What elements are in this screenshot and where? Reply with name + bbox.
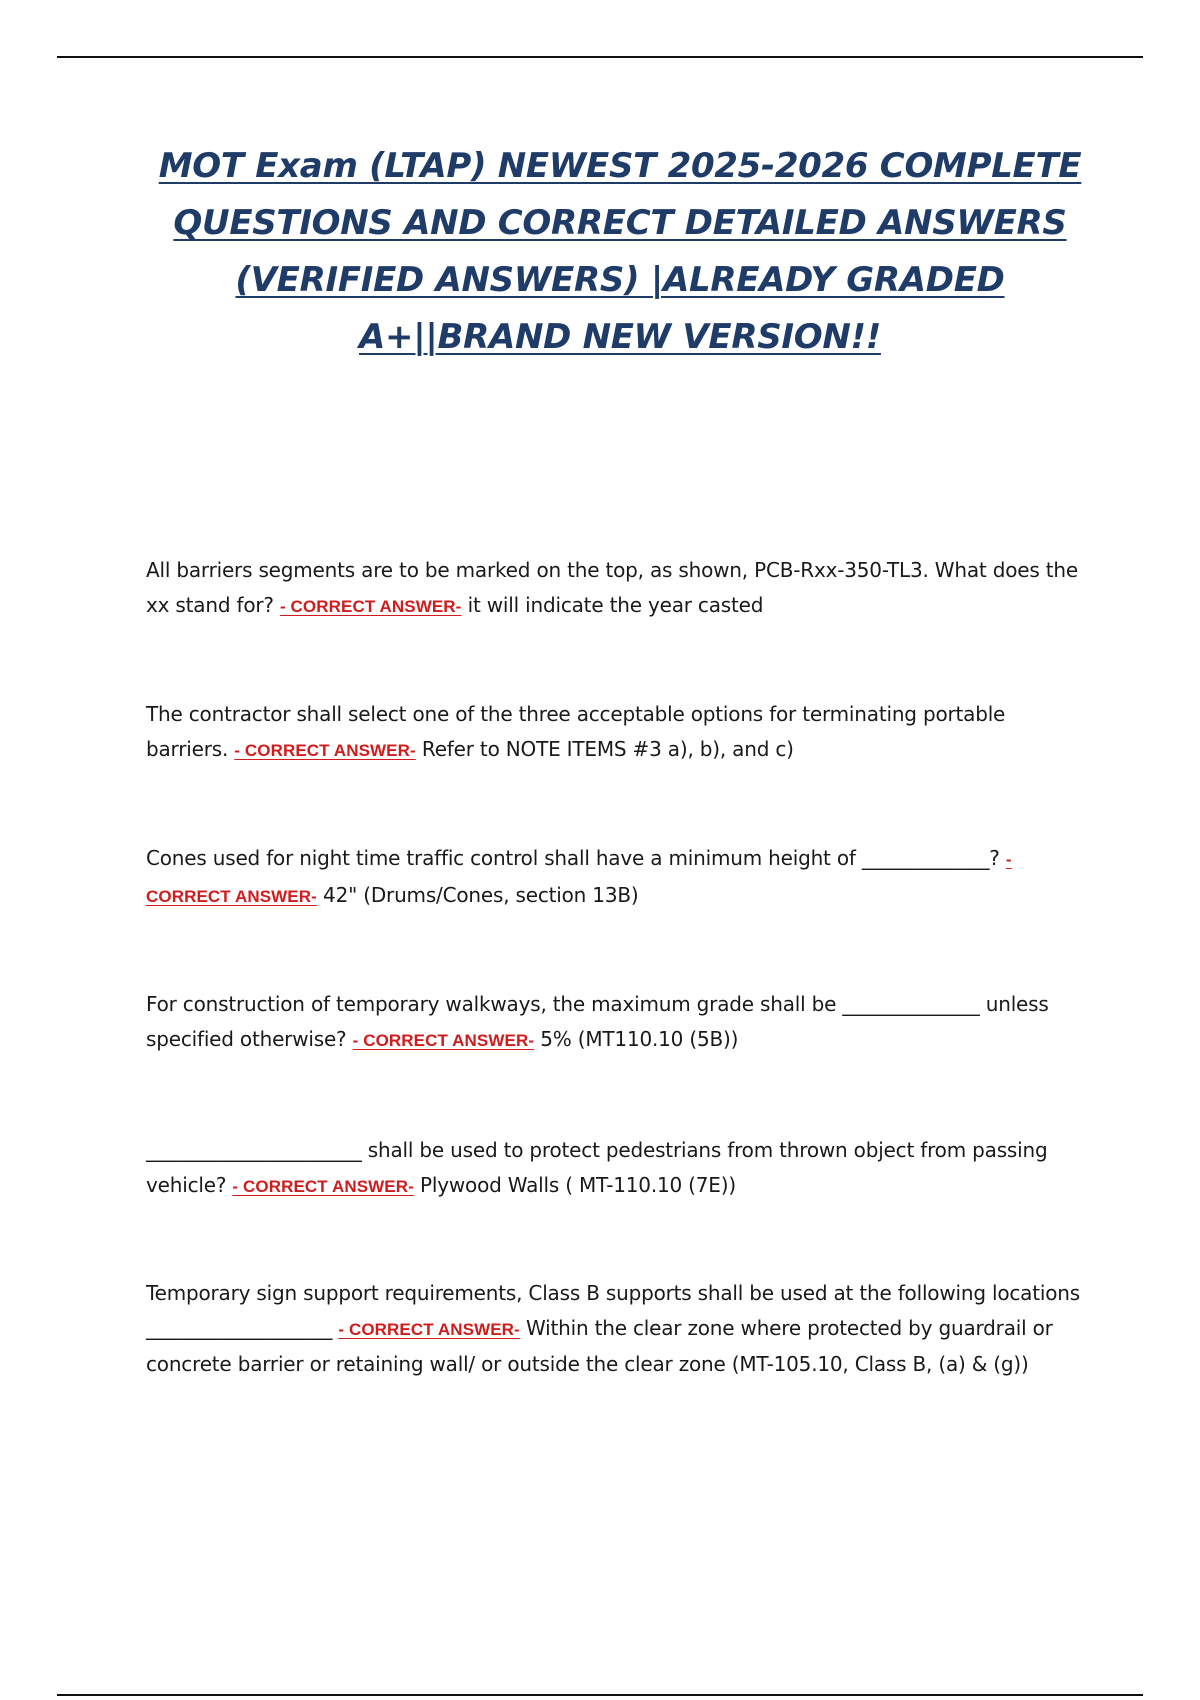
answer-text: it will indicate the year casted bbox=[467, 592, 764, 617]
correct-answer-tag: - CORRECT ANSWER- bbox=[352, 1030, 535, 1050]
question-text: The contractor shall select one of the three acceptable options for terminating portable barriers. bbox=[146, 702, 1006, 761]
answer-text: Refer to NOTE ITEMS #3 a), b), and c) bbox=[421, 736, 794, 761]
document-title: MOT Exam (LTAP) NEWEST 2025-2026 COMPLETE QUESTIONS AND CORRECT DETAILED ANSWERS (VERIFIED ANSWERS) |ALREADY GRADED A+||BRAND NEW VERSION!! bbox=[158, 146, 1082, 357]
qa-item bbox=[146, 841, 1086, 914]
question-text: For construction of temporary walkways, the maximum grade shall be ______________ unless specified otherwise? bbox=[146, 992, 1049, 1051]
qa-item bbox=[146, 987, 1086, 1058]
answer-text: 5% (MT110.10 (5B)) bbox=[540, 1026, 739, 1051]
footer-rule bbox=[57, 1694, 1143, 1696]
correct-answer-tag: - CORRECT ANSWER- bbox=[234, 740, 416, 760]
question-text: Cones used for night time traffic control shall have a minimum height of _____________? bbox=[146, 846, 1000, 870]
qa-item bbox=[146, 553, 1086, 624]
answer-text: Within the clear zone where protected by guardrail or concrete barrier or retaining wall/ or outside the clear zone (MT-105.10, Class B, (a) & (g)) bbox=[146, 1315, 1053, 1376]
qa-item bbox=[146, 697, 1086, 768]
qa-list bbox=[146, 553, 1086, 1455]
correct-answer-tag: - CORRECT ANSWER- bbox=[338, 1319, 520, 1339]
correct-answer-tag: - CORRECT ANSWER- bbox=[146, 850, 1012, 906]
correct-answer-tag: - CORRECT ANSWER- bbox=[279, 596, 462, 616]
answer-text: 42" (Drums/Cones, section 13B) bbox=[323, 882, 639, 907]
question-text: ______________________ shall be used to protect pedestrians from thrown object from passing vehicle? bbox=[146, 1138, 1048, 1197]
question-text: Temporary sign support requirements, Class B supports shall be used at the following locations ___________________ bbox=[146, 1281, 1080, 1340]
qa-item bbox=[146, 1276, 1086, 1382]
header-rule bbox=[57, 56, 1143, 58]
correct-answer-tag: - CORRECT ANSWER- bbox=[232, 1176, 414, 1196]
answer-text: Plywood Walls ( MT-110.10 (7E)) bbox=[420, 1172, 736, 1197]
question-text: All barriers segments are to be marked on the top, as shown, PCB-Rxx-350-TL3. What does the xx stand for? bbox=[146, 558, 1078, 617]
qa-item bbox=[146, 1133, 1086, 1204]
